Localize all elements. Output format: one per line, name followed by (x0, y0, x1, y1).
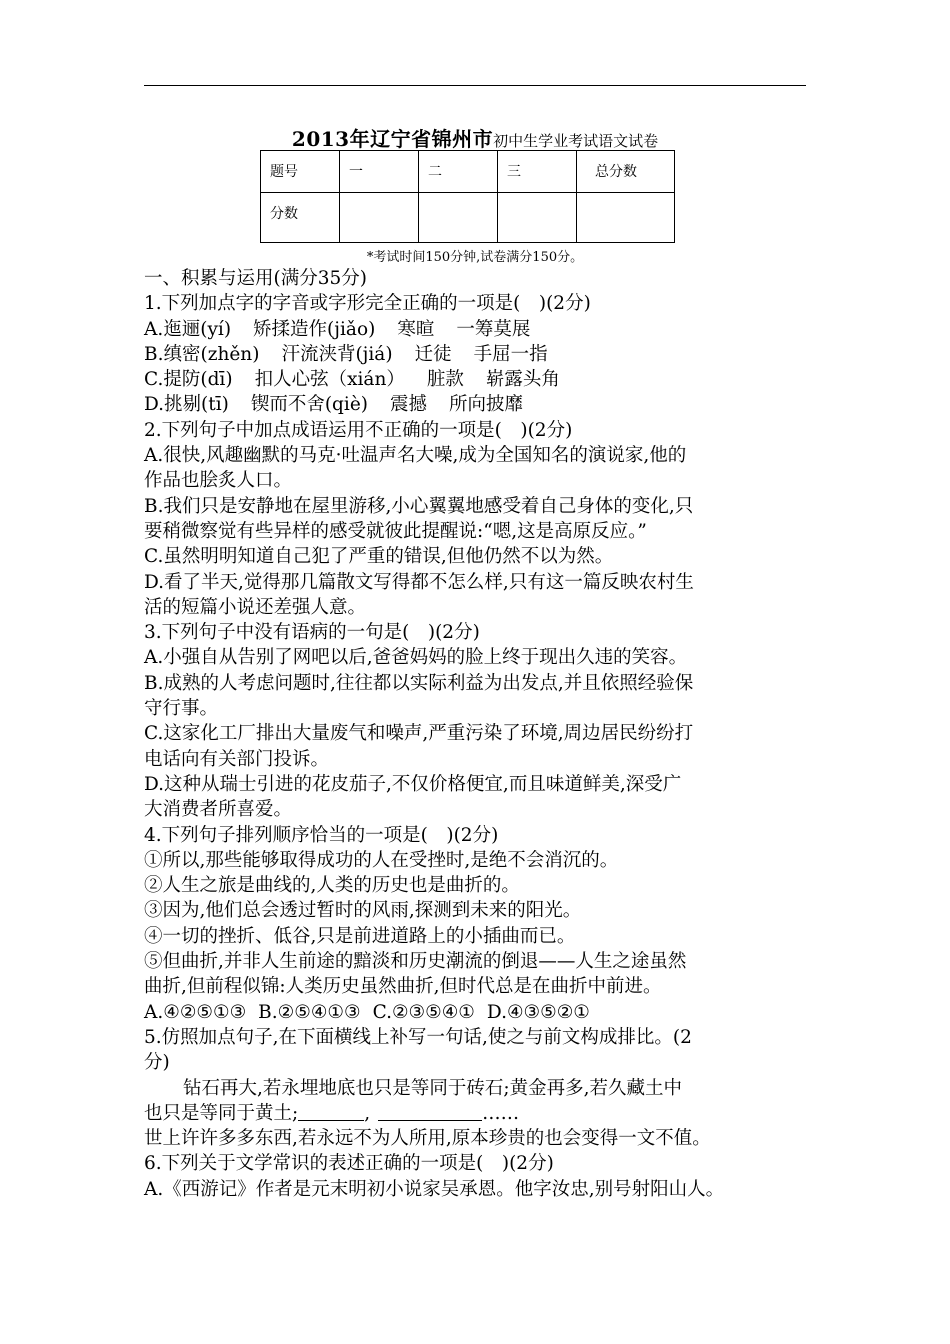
title-sub: 初中生学业考试语文试卷 (493, 132, 659, 150)
answer-blank[interactable] (298, 1102, 364, 1121)
score-cell: 总分数 (577, 151, 675, 193)
score-input-cell[interactable] (419, 193, 498, 243)
sentence-line: ⑤但曲折,并非人生前途的黯淡和历史潮流的倒退——人生之途虽然 (144, 951, 687, 973)
sentence-line: ③因为,他们总会透过暂时的风雨,探测到未来的阳光。 (144, 900, 582, 922)
passage-line: 世上许许多多东西,若永远不为人所用,原本珍贵的也会变得一文不值。 (144, 1128, 711, 1150)
q1-option-b: B.缜密(zhěn) 汗流浃背(jiá) 迁徒 手屈一指 (144, 343, 548, 365)
option-line: D.这种从瑞士引进的花皮茄子,不仅价格便宜,而且味道鲜美,深受广 (144, 773, 682, 795)
score-cell: 三 (498, 151, 577, 193)
score-cell: 一 (340, 151, 419, 193)
exam-note: *考试时间150分钟,试卷满分150分。 (366, 250, 584, 265)
sentence-line: ②人生之旅是曲线的,人类的历史也是曲折的。 (144, 875, 520, 897)
answer-blank[interactable] (378, 1102, 482, 1121)
option-line: 电话向有关部门投诉。 (144, 748, 330, 770)
option-line: B.成熟的人考虑问题时,往往都以实际利益为出发点,并且依照经验保 (144, 672, 694, 694)
question-stem: 4.下列句子排列顺序恰当的一项是( )(2分) (144, 824, 499, 846)
passage-line-with-blanks: 也只是等同于黄土; , …… (144, 1102, 520, 1124)
question-stem: 5.仿照加点句子,在下面横线上补写一句话,使之与前文构成排比。(2 (144, 1026, 692, 1048)
title-main: 2013年辽宁省锦州市 (291, 127, 494, 151)
exam-title (0, 123, 950, 152)
sentence-line: ④一切的挫折、低谷,只是前进道路上的小插曲而已。 (144, 925, 576, 947)
option-line: A.很快,风趣幽默的马克·吐温声名大噪,成为全国知名的演说家,他的 (144, 445, 687, 467)
sentence-line: 曲折,但前程似锦:人类历史虽然曲折,但时代总是在曲折中前进。 (144, 976, 662, 998)
score-table (260, 150, 675, 243)
option-line: 大消费者所喜爱。 (144, 799, 293, 821)
question-stem: 2.下列句子中加点成语运用不正确的一项是( )(2分) (144, 419, 573, 441)
score-input-cell[interactable] (340, 193, 419, 243)
score-table-row-header (261, 151, 675, 193)
option-line: D.看了半天,觉得那几篇散文写得都不怎么样,只有这一篇反映农村生 (144, 571, 694, 593)
exam-content (144, 266, 816, 1202)
option-line: 活的短篇小说还差强人意。 (144, 596, 367, 618)
question-stem: 3.下列句子中没有语病的一句是( )(2分) (144, 622, 480, 644)
option-line: A.小强自从告别了网吧以后,爸爸妈妈的脸上终于现出久违的笑容。 (144, 647, 688, 669)
q1-option-c: C.提防(dī) 扣人心弦（xián） 脏款 崭露头角 (144, 369, 560, 391)
q4-options: A.④②⑤①③ B.②⑤④①③ C.②③⑤④① D.④③⑤②① (144, 1001, 590, 1023)
sentence-line: ①所以,那些能够取得成功的人在受挫时,是绝不会消沉的。 (144, 849, 619, 871)
q1-option-d: D.挑剔(tī) 锲而不舍(qiè) 震撼 所向披靡 (144, 394, 524, 416)
section-heading: 一、积累与运用(满分35分) (144, 268, 367, 289)
question-stem-cont: 分) (144, 1052, 170, 1074)
option-line: 守行事。 (144, 698, 219, 720)
score-cell: 分数 (261, 193, 340, 243)
score-input-cell[interactable] (498, 193, 577, 243)
passage-line: 钻石再大,若永埋地底也只是等同于砖石;黄金再多,若久藏土中 (183, 1077, 682, 1099)
score-cell: 题号 (261, 151, 340, 193)
option-line: 要稍微察觉有些异样的感受就彼此提醒说:“嗯,这是高原反应。” (144, 520, 647, 542)
question-stem: 6.下列关于文学常识的表述正确的一项是( )(2分) (144, 1153, 554, 1175)
question-stem: 1.下列加点字的字音或字形完全正确的一项是( )(2分) (144, 293, 591, 315)
option-line: 作品也脍炙人口。 (144, 470, 293, 492)
option-line: C.这家化工厂排出大量废气和噪声,严重污染了环境,周边居民纷纷打 (144, 723, 694, 745)
q1-option-a: A.迤逦(yí) 矫揉造作(jiǎo) 寒暄 一筹莫展 (144, 318, 531, 340)
option-line: B.我们只是安静地在屋里游移,小心翼翼地感受着自己身体的变化,只 (144, 495, 694, 517)
score-cell: 二 (419, 151, 498, 193)
option-line: A.《西游记》作者是元末明初小说家吴承恩。他字汝忠,别号射阳山人。 (144, 1178, 725, 1200)
score-input-cell[interactable] (577, 193, 675, 243)
score-table-row-scores (261, 193, 675, 243)
top-rule (144, 85, 806, 86)
option-line: C.虽然明明知道自己犯了严重的错误,但他仍然不以为然。 (144, 546, 614, 568)
